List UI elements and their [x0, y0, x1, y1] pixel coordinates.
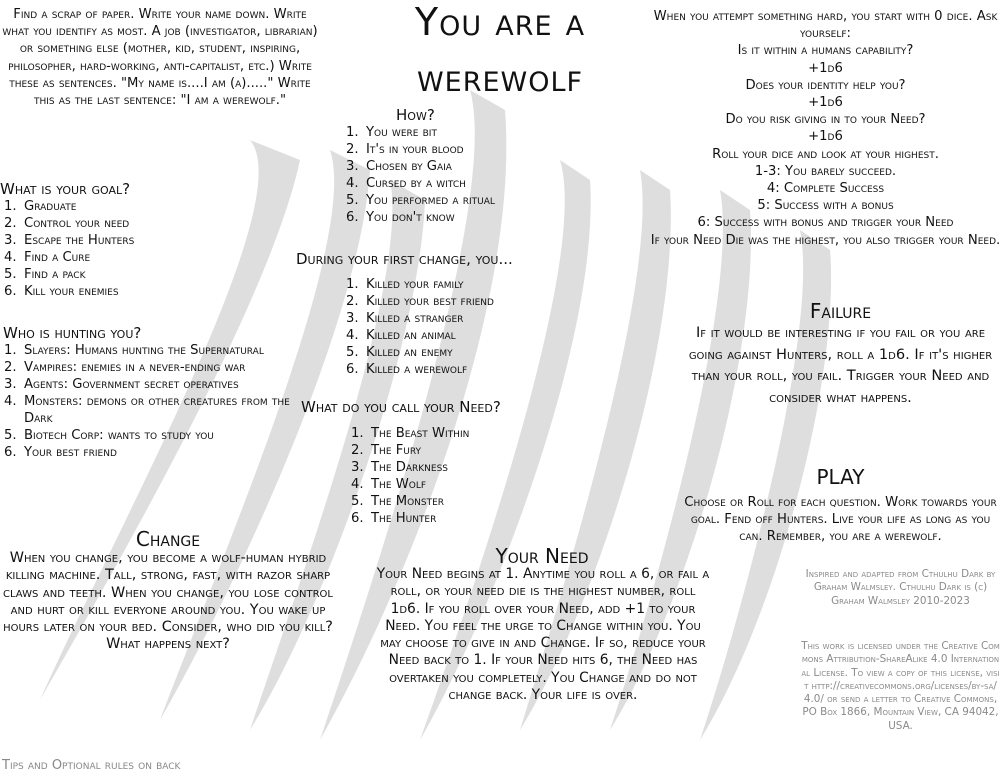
- list-item: 1. You were bit: [346, 125, 437, 140]
- result-4: 4: Complete Success: [766, 181, 885, 197]
- change-paragraph: When you change, you become a wolf-human hybrid killing machine. Tall, strong, fast, with razor sharp claws and teeth. When you change, you lose control and hurt or kill everyone around you. You wake up hours later on your bed. Consider, who did you kill? What happens next?: [3, 550, 333, 653]
- list-item: 3. Chosen by Gaia: [346, 159, 452, 174]
- list-item: 4. Cursed by a witch: [346, 176, 466, 191]
- change-section: [0, 528, 336, 654]
- your-need-heading: Your Need: [495, 544, 589, 568]
- your-need-section: [372, 545, 712, 567]
- page-title: You are a: [414, 0, 586, 44]
- need-die-note: If your Need Die was the highest, you also trigger your Need.: [650, 232, 1001, 248]
- rolling-question-need: Do you risk giving in to your Need?: [725, 112, 926, 128]
- list-item: 3. Killed a stranger: [346, 311, 464, 326]
- page-title-line2: werewolf: [416, 56, 584, 100]
- result-1-3: 1-3: You barely succeed.: [754, 163, 897, 179]
- list-item: 6. Killed a werewolf: [346, 362, 468, 377]
- goal-list: [0, 198, 320, 300]
- goal-section: [0, 180, 320, 300]
- rolling-die-3: +1d6: [808, 129, 843, 145]
- rolling-intro: When you attempt something hard, you start with 0 dice. Ask yourself:: [653, 9, 998, 42]
- credits-text: Inspired and adapted from Cthulhu Dark by Graham Walmsley. Cthulhu Dark is (c) Graham Walmsley 2010-2023: [805, 568, 996, 607]
- rolling-question-capability: Is it within a humans capability?: [737, 43, 914, 59]
- list-item: 4. Find a Cure: [4, 250, 91, 265]
- list-item: 3. Escape the Hunters: [4, 233, 135, 248]
- your-need-paragraph: Your Need begins at 1. Anytime you roll a 6, or fail a roll, or your need die is the highest number, roll 1d6. If you roll over your Need, add +1 to your Need. You feel the urge to Change within you. You may choose to give in and Change. If so, reduce your Need back to 1. If your Need hits 6, the Need has overtaken you completely. You Change and do not change back. Your life is over.: [376, 566, 710, 704]
- list-item: 4. Killed an animal: [346, 328, 456, 343]
- need-name-list: [301, 425, 651, 527]
- failure-section: [680, 300, 1001, 408]
- list-item: 2. Vampires: enemies in a never-ending war: [4, 360, 246, 375]
- intro-paragraph: Find a scrap of paper. Write your name down. Write what you identify as most. A job (investigator, librarian) or something else (mother, kid, student, inspiring, philosopher, hard-working, anti-capitalist, etc.) Write these as sentences. "My name is....I am (a)....." Write this as the last sentence: "I am a werewolf.": [2, 7, 318, 109]
- list-item: 6. Kill your enemies: [4, 284, 119, 299]
- need-name-heading: What do you call your Need?: [301, 398, 501, 416]
- your-need-body: [376, 566, 710, 704]
- list-item: 6. Your best friend: [4, 445, 117, 460]
- hunting-heading: Who is hunting you?: [3, 324, 142, 342]
- need-name-section: [301, 398, 651, 527]
- first-change-list: [296, 276, 656, 378]
- list-item: 1. Graduate: [4, 199, 77, 214]
- rolling-die-1: +1d6: [808, 60, 843, 76]
- failure-paragraph: If it would be interesting if you fail or you are going against Hunters, roll a 1d6. If it's higher than your roll, you fail. Trigger your Need and consider what happens.: [688, 324, 993, 406]
- first-change-heading: During your first change, you...: [296, 250, 513, 268]
- rolling-section: [650, 8, 1001, 249]
- rolling-instruction: Roll your dice and look at your highest.: [712, 146, 939, 162]
- title-block: [345, 0, 655, 100]
- how-list: [346, 124, 646, 226]
- intro-section: [0, 6, 320, 109]
- rolling-question-identity: Does your identity help you?: [745, 77, 906, 93]
- footer-back-note: Tips and Optional rules on back: [2, 758, 181, 773]
- list-item: 6. The Hunter: [351, 511, 437, 526]
- how-heading: How?: [396, 106, 435, 124]
- list-item: 2. It's in your blood: [346, 142, 464, 157]
- failure-heading: Failure: [809, 299, 872, 323]
- list-item: 4. The Wolf: [351, 477, 427, 492]
- list-item: 5. You performed a ritual: [346, 193, 495, 208]
- list-item: 5. Killed an enemy: [346, 345, 453, 360]
- list-item: 1. The Beast Within: [351, 426, 470, 441]
- rolling-die-2: +1d6: [808, 95, 843, 111]
- list-item: 5. The Monster: [351, 494, 445, 509]
- play-section: [680, 466, 1001, 546]
- list-item: 4. Monsters: demons or other creatures from the Dark: [4, 394, 290, 426]
- list-item: 3. Agents: Government secret operatives: [4, 377, 239, 392]
- list-item: 2. The Fury: [351, 443, 422, 458]
- list-item: 1. Slayers: Humans hunting the Supernatural: [4, 343, 264, 358]
- first-change-section: [296, 250, 656, 378]
- list-item: 6. You don't know: [346, 210, 455, 225]
- hunting-list: [0, 342, 318, 461]
- goal-heading: What is your goal?: [0, 180, 131, 198]
- list-item: 2. Killed your best friend: [346, 294, 494, 309]
- list-item: 3. The Darkness: [351, 460, 449, 475]
- hunting-section: [0, 324, 318, 461]
- license-text: This work is licensed under the Creative Commons Attribution-ShareAlike 4.0 International License. To view a copy of this license, visit http://creativecommons.org/licenses/by-sa/4.0/ or send a letter to Creative Commons, PO Box 1866, Mountain View, CA 94042, USA.: [801, 640, 1000, 732]
- play-heading: PLAY: [816, 465, 865, 489]
- how-section: [346, 106, 646, 226]
- list-item: 2. Control your need: [4, 216, 130, 231]
- result-5: 5: Success with a bonus: [757, 198, 894, 214]
- list-item: 5. Biotech Corp: wants to study you: [4, 428, 214, 443]
- list-item: 1. Killed your family: [346, 277, 464, 292]
- list-item: 5. Find a pack: [4, 267, 86, 282]
- result-6: 6: Success with bonus and trigger your Need: [697, 215, 954, 231]
- play-paragraph: Choose or Roll for each question. Work towards your goal. Fend off Hunters. Live your life as long as you can. Remember, you are a werewolf.: [684, 495, 997, 545]
- change-heading: Change: [135, 527, 201, 551]
